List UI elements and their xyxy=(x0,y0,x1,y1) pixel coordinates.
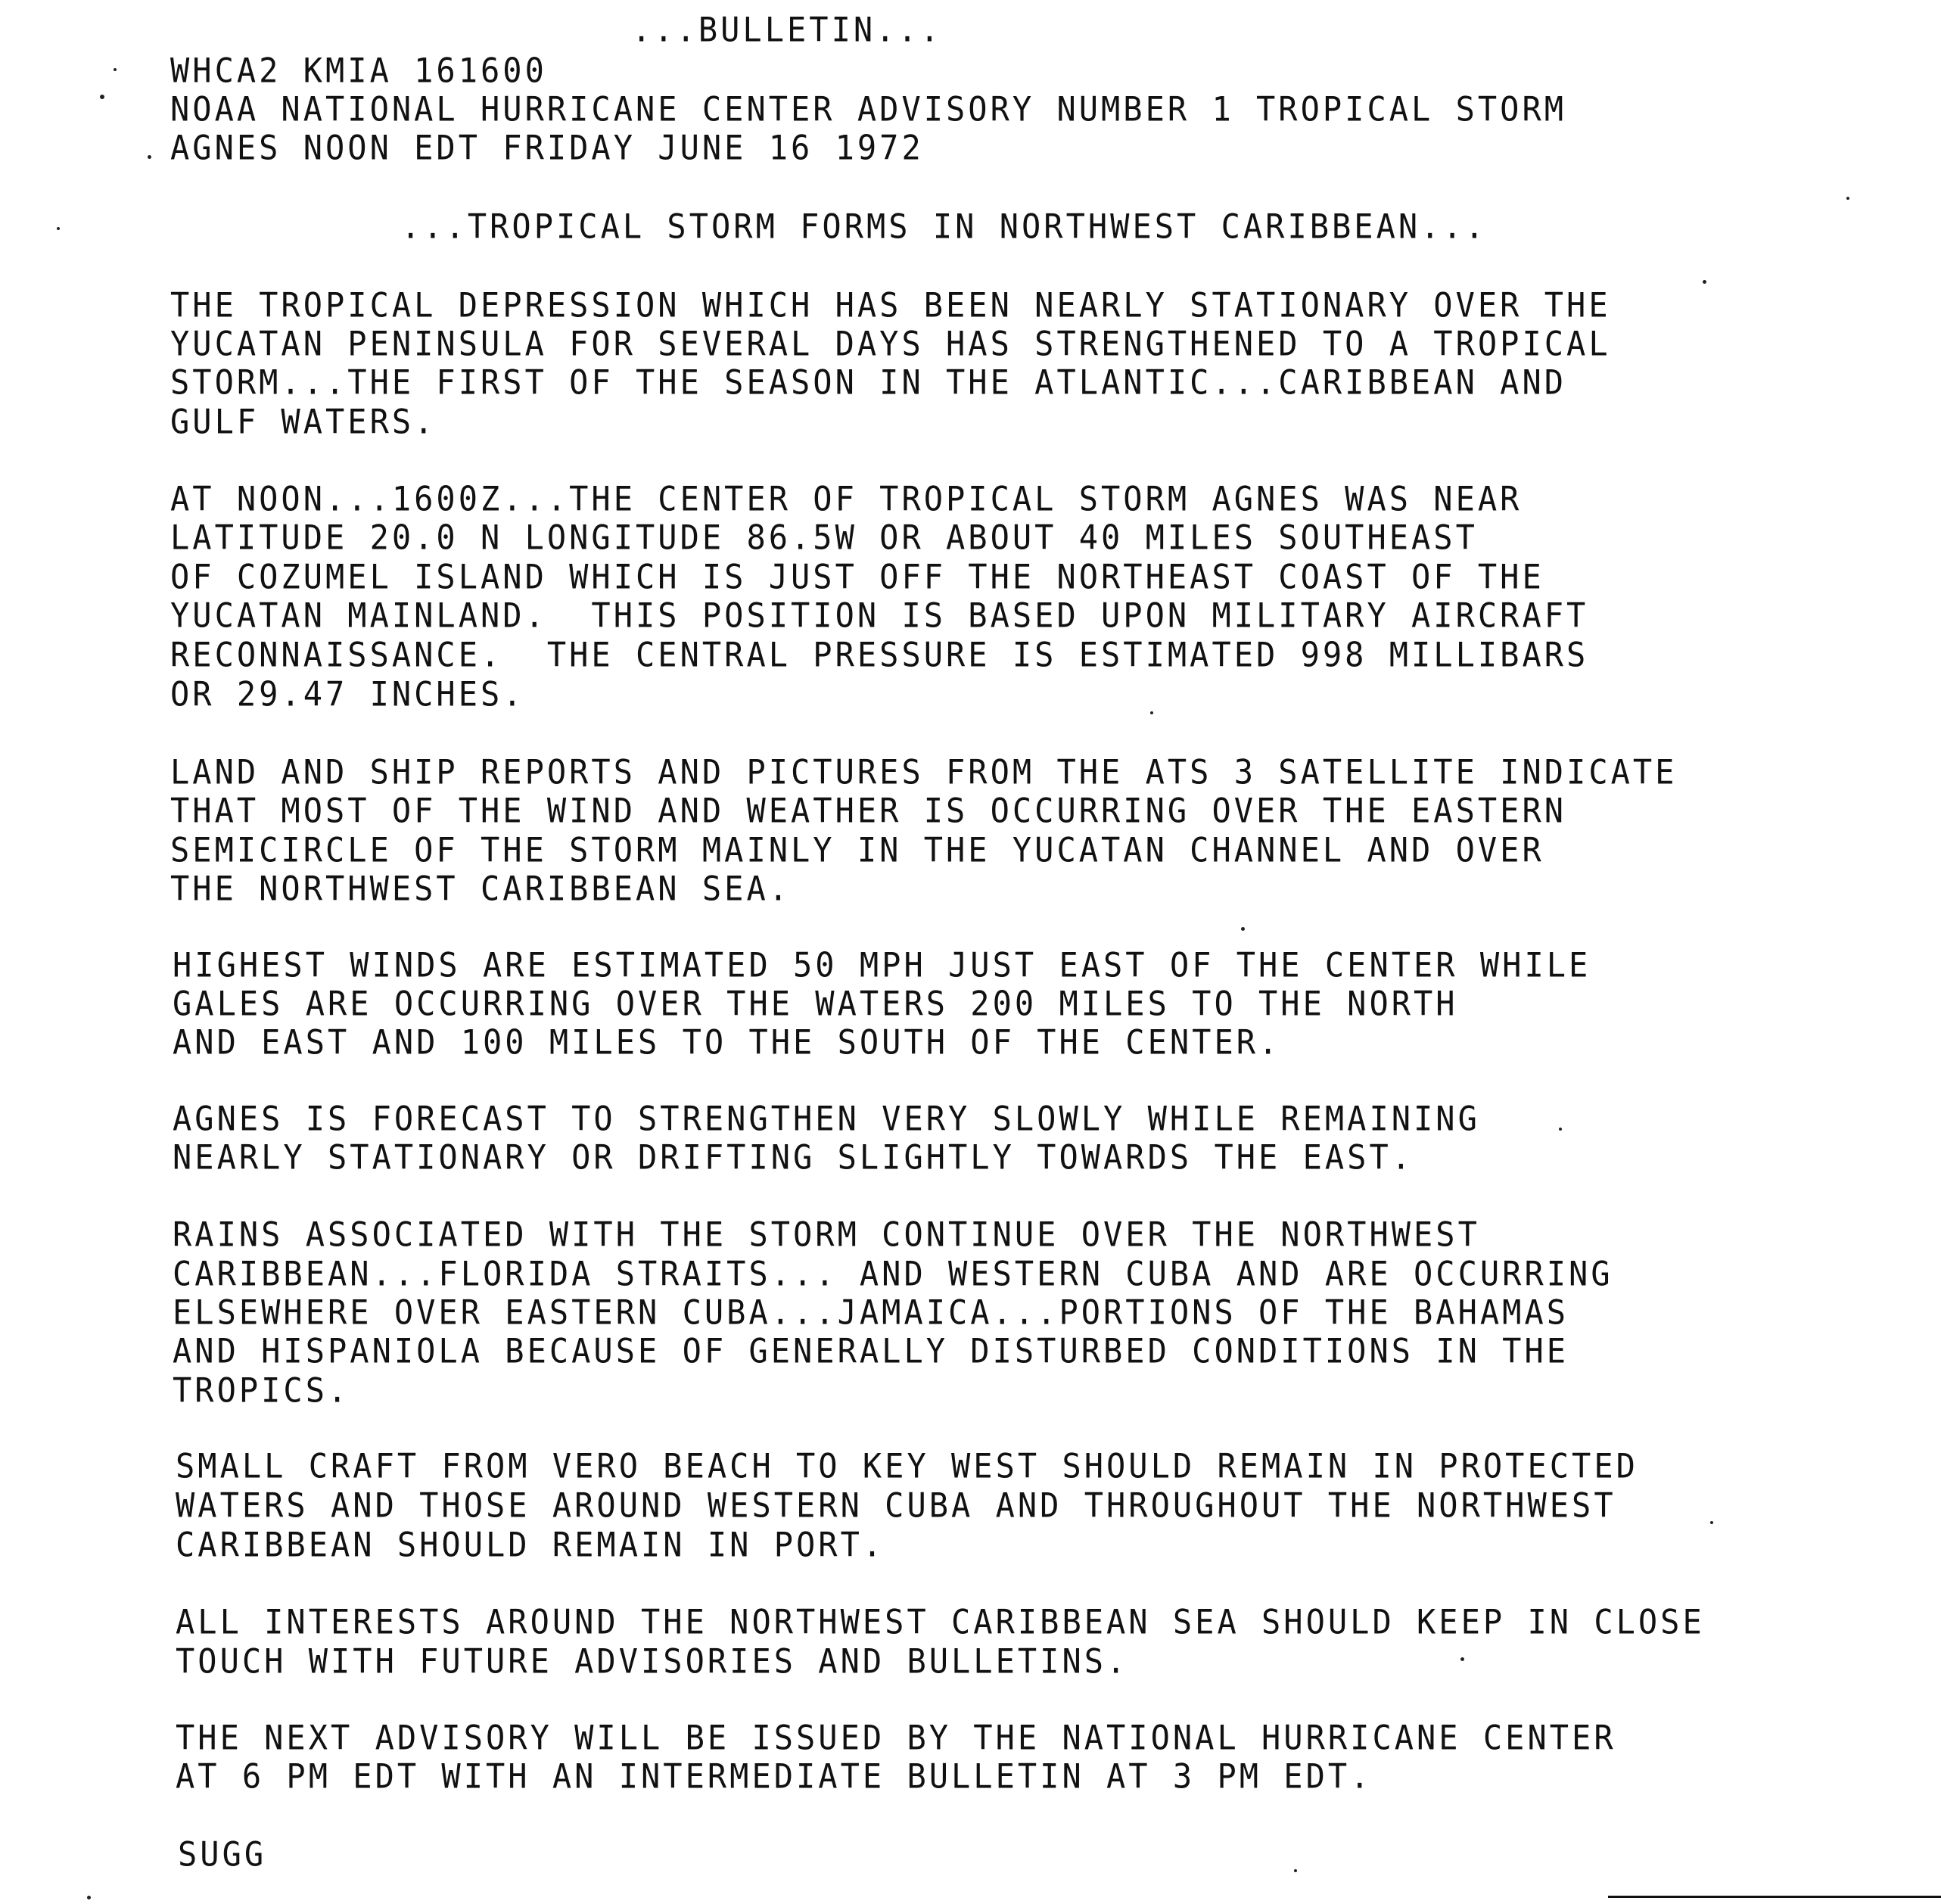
paragraph-line: GALES ARE OCCURRING OVER THE WATERS 200 MILES TO THE NORTH xyxy=(173,984,1458,1023)
scan-edge-rule xyxy=(1608,1896,1941,1898)
paragraph-line: TOUCH WITH FUTURE ADVISORIES AND BULLETINS. xyxy=(176,1641,1129,1681)
scan-speck xyxy=(57,227,60,230)
scan-speck xyxy=(100,95,104,99)
scan-speck xyxy=(1710,1521,1713,1524)
paragraph-line: OR 29.47 INCHES. xyxy=(170,674,525,714)
paragraph-line: AGNES IS FORECAST TO STRENGTHEN VERY SLOWLY WHILE REMAINING xyxy=(173,1099,1480,1138)
paragraph-line: ELSEWHERE OVER EASTERN CUBA...JAMAICA...PORTIONS OF THE BAHAMAS xyxy=(173,1293,1569,1332)
signature: SUGG xyxy=(178,1834,267,1874)
paragraph-line: THE NORTHWEST CARIBBEAN SEA. xyxy=(170,869,792,908)
scan-speck xyxy=(114,68,117,71)
paragraph-line: AND EAST AND 100 MILES TO THE SOUTH OF THE CENTER. xyxy=(173,1022,1281,1062)
paragraph-line: THE TROPICAL DEPRESSION WHICH HAS BEEN NEARLY STATIONARY OVER THE xyxy=(170,285,1611,325)
scan-speck xyxy=(1241,927,1245,931)
subheading: ...TROPICAL STORM FORMS IN NORTHWEST CARIBBEAN... xyxy=(401,207,1488,246)
paragraph-line: SMALL CRAFT FROM VERO BEACH TO KEY WEST SHOULD REMAIN IN PROTECTED xyxy=(176,1446,1638,1486)
paragraph-line: TROPICS. xyxy=(173,1370,350,1410)
paragraph-line: AND HISPANIOLA BECAUSE OF GENERALLY DISTURBED CONDITIONS IN THE xyxy=(173,1331,1569,1370)
paragraph-line: AT NOON...1600Z...THE CENTER OF TROPICAL STORM AGNES WAS NEAR xyxy=(170,479,1523,518)
paragraph-line: LATITUDE 20.0 N LONGITUDE 86.5W OR ABOUT 40 MILES SOUTHEAST xyxy=(170,518,1478,557)
scan-speck xyxy=(1703,280,1706,284)
scan-speck xyxy=(148,155,151,159)
paragraph-line: YUCATAN PENINSULA FOR SEVERAL DAYS HAS STRENGTHENED TO A TROPICAL xyxy=(170,324,1611,363)
paragraph-line: CARIBBEAN SHOULD REMAIN IN PORT. xyxy=(176,1525,885,1564)
paragraph-line: LAND AND SHIP REPORTS AND PICTURES FROM THE ATS 3 SATELLITE INDICATE xyxy=(170,752,1678,792)
scan-speck xyxy=(1846,197,1849,200)
scan-speck xyxy=(1150,711,1153,714)
scan-speck xyxy=(1294,1869,1297,1872)
paragraph-line: GULF WATERS. xyxy=(170,402,437,441)
header-line: NOAA NATIONAL HURRICANE CENTER ADVISORY NUMBER 1 TROPICAL STORM xyxy=(170,89,1567,129)
paragraph-line: SEMICIRCLE OF THE STORM MAINLY IN THE YUCATAN CHANNEL AND OVER xyxy=(170,830,1544,870)
scan-speck xyxy=(1559,1128,1562,1131)
paragraph-line: AT 6 PM EDT WITH AN INTERMEDIATE BULLETIN AT 3 PM EDT. xyxy=(176,1756,1373,1796)
scan-speck xyxy=(87,1896,91,1899)
paragraph-line: RECONNAISSANCE. THE CENTRAL PRESSURE IS ESTIMATED 998 MILLIBARS xyxy=(170,635,1589,674)
paragraph-line: OF COZUMEL ISLAND WHICH IS JUST OFF THE NORTHEAST COAST OF THE xyxy=(170,557,1544,596)
paragraph-line: RAINS ASSOCIATED WITH THE STORM CONTINUE OVER THE NORTHWEST xyxy=(173,1215,1480,1254)
paragraph-line: CARIBBEAN...FLORIDA STRAITS... AND WESTERN CUBA AND ARE OCCURRING xyxy=(173,1254,1613,1293)
paragraph-line: ALL INTERESTS AROUND THE NORTHWEST CARIBBEAN SEA SHOULD KEEP IN CLOSE xyxy=(176,1602,1705,1641)
paragraph-line: HIGHEST WINDS ARE ESTIMATED 50 MPH JUST EAST OF THE CENTER WHILE xyxy=(173,945,1591,985)
paragraph-line: NEARLY STATIONARY OR DRIFTING SLIGHTLY TOWARDS THE EAST. xyxy=(173,1137,1414,1177)
paragraph-line: THAT MOST OF THE WIND AND WEATHER IS OCCURRING OVER THE EASTERN xyxy=(170,791,1567,830)
paragraph-line: YUCATAN MAINLAND. THIS POSITION IS BASED UPON MILITARY AIRCRAFT xyxy=(170,596,1589,635)
scan-speck xyxy=(1460,1657,1464,1661)
paragraph-line: THE NEXT ADVISORY WILL BE ISSUED BY THE NATIONAL HURRICANE CENTER xyxy=(176,1718,1616,1757)
header-line: AGNES NOON EDT FRIDAY JUNE 16 1972 xyxy=(170,128,924,167)
paragraph-line: WATERS AND THOSE AROUND WESTERN CUBA AND THROUGHOUT THE NORTHWEST xyxy=(176,1486,1616,1525)
header-line: WHCA2 KMIA 161600 xyxy=(170,51,547,90)
bulletin-heading: ...BULLETIN... xyxy=(632,10,943,50)
paragraph-line: STORM...THE FIRST OF THE SEASON IN THE ATLANTIC...CARIBBEAN AND xyxy=(170,362,1567,402)
